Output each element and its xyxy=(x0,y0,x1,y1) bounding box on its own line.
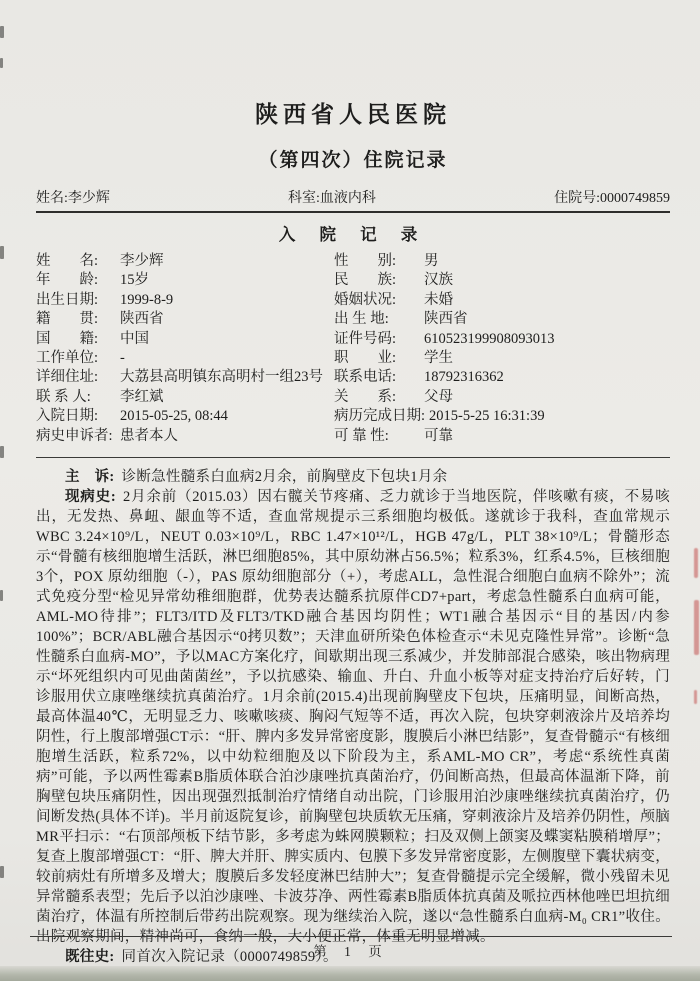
field-relation: 关 系: 父母 xyxy=(333,388,453,405)
scan-edge-artifact xyxy=(0,58,3,68)
info-bar-department: 科室:血液内科 xyxy=(288,191,376,206)
field-reliability: 可 靠 性: 可靠 xyxy=(333,427,453,444)
scan-edge-artifact xyxy=(0,866,4,878)
field-occupation: 职 业: 学生 xyxy=(333,350,453,367)
info-bar-name: 姓名:李少辉 xyxy=(36,191,110,206)
scan-edge-artifact xyxy=(0,246,4,259)
field-marital-status: 婚姻状况: 未婚 xyxy=(333,291,453,308)
section-title-admission-record: 入 院 记 录 xyxy=(278,225,428,244)
present-illness-history: 现病史: 2月余前（2015.03）因右髋关节疼痛、乏力就诊于当地医院，伴咳嗽有痰，不易咳出，无发热、鼻衄、龈血等不适，查血常规提示三系细胞均极低。遂就诊于我科，查血常规示WBC 3.24×10⁹/L，NEUT 0.03×10⁹/L，RBC 1.47×10¹²/L，HGB 47g/L，PLT 38×10⁹/L；骨髓形态示“骨髓有核细胞增生活跃，淋巴细胞85%，其中原幼淋占56.5%；粒系3%，红系4.5%，巨核细胞3个，POX 原幼细胞（-），PAS 原幼细胞部分（+），考虑ALL，急性混合细胞白血病不除外”；流式免疫分型“检见异常幼稚细胞群，优势表达髓系抗原伴CD7+part，考虑急性髓系白血病可能，AML-MO待排”；FLT3/ITD及FLT3/TKD融合基因均阴性；WT1融合基因示“目的基因/内参 100%”；BCR/ABL融合基因示“0拷贝数”；天津血研所染色体检查示“未见克隆性异常”。诊断“急性髓系白血病-MO”，予以MAC方案化疗，间歇期出现三系减少，并发肺部混合感染，咳出物病理示“坏死组织内可见曲菌菌丝”，予以抗感染、输血、升白、升血小板等对症支持治疗后好转，门诊服用伏立康唑继续抗真菌治疗。1月余前(2015.4)出现前胸壁皮下包块，压痛明显，间断高热，最高体温40℃，无明显乏力、咳嗽咳痰、胸闷气短等不适，再次入院，包块穿刺液涂片及培养均阴性，行上腹部增强CT示：“肝、脾内多发异常密度影，腹膜后小淋巴结影”，复查骨髓示“有核细胞增生活跃，粒系72%，以中幼粒细胞及以下阶段为主，系AML-MO CR”，考虑“系统性真菌病”可能，予以两性霉素B脂质体联合泊沙康唑抗真菌治疗，仍间断高热，但最高体温渐下降，前胸壁包块压痛阴性，因出现强烈抵制治疗情绪自动出院，门诊服用泊沙康唑继续抗真菌治疗，仍间断发热(具体不详)。半月前返院复诊，前胸壁包块质软无压痛，穿刺液涂片及培养仍阴性，颅脑MR平扫示：“右顶部颅板下结节影，多考虑为蛛网膜颗粒；扫及双侧上颌窦及蝶窦粘膜稍增厚”；复查上腹部增强CT：“肝、脾大并肝、脾实质内、包膜下多发异常密度影，左侧腹壁下囊状病变，较前病灶有所增多及增大；腹膜后多发轻度淋巴结肿大”；复查骨髓提示完全缓解，微小残留未见异常髓系表型；先后予以泊沙康唑、卡波芬净、两性霉素B脂质体抗真菌及哌拉西林他唑巴坦抗细菌治疗，体温有所控制后带药出院观察。现为继续治入院，遂以“急性髓系白血病-M₀ CR1”收住。出院观察期间，精神尚可，食纳一般，大小便正常，体重无明显增减。 xyxy=(36,489,671,946)
field-work-unit: 工作单位: - xyxy=(36,350,125,367)
field-birth-place: 出 生 地: 陕西省 xyxy=(333,311,468,328)
fields-right-column xyxy=(334,252,670,446)
field-id-number: 证件号码: 610523199908093013 xyxy=(333,330,555,347)
page-number: 第 1 页 xyxy=(313,944,389,959)
field-birth-date: 出生日期: 1999-8-9 xyxy=(36,291,174,308)
past-history: 既往史: 同首次入院记录（0000749859）。 xyxy=(65,949,338,966)
field-phone: 联系电话: 18792316362 xyxy=(333,369,504,386)
field-name: 姓 名: 李少辉 xyxy=(36,253,164,269)
fields-left-column xyxy=(36,252,334,446)
scan-edge-artifact xyxy=(0,26,4,38)
field-address: 详细住址: 大荔县高明镇东高明村一组23号 xyxy=(36,369,323,386)
field-gender: 性 别: 男 xyxy=(333,253,439,269)
field-age: 年 龄: 15岁 xyxy=(36,272,149,289)
field-nationality: 国 籍: 中国 xyxy=(36,330,149,347)
scan-edge-artifact xyxy=(0,590,3,601)
record-body xyxy=(36,467,670,981)
hospital-name: 陕西省人民医院 xyxy=(255,102,451,127)
patient-info-bar xyxy=(36,187,670,213)
patient-fields xyxy=(36,252,670,446)
info-bar-admission-no: 住院号:0000749859 xyxy=(554,191,670,206)
scan-edge-artifact xyxy=(0,446,4,458)
field-native-place: 籍 贯: 陕西省 xyxy=(36,311,164,328)
record-title: （第四次）住院记录 xyxy=(258,150,448,171)
scan-bottom-edge-shadow xyxy=(0,966,700,981)
red-ink-edge-artifact xyxy=(694,600,699,655)
field-contact-person: 联 系 人: 李红斌 xyxy=(36,388,164,405)
field-admission-date: 入院日期: 2015-05-25, 08:44 xyxy=(36,408,228,425)
page-footer xyxy=(30,936,672,960)
chief-complaint: 主 诉: 诊断急性髓系白血病2月余，前胸壁皮下包块1月余 xyxy=(65,469,448,486)
section-divider xyxy=(36,457,670,458)
field-record-complete-date: 病历完成日期: 2015-5-25 16:31:39 xyxy=(333,408,545,425)
field-history-narrator: 病史申诉者: 患者本人 xyxy=(36,427,178,444)
red-ink-edge-artifact xyxy=(694,548,698,578)
field-ethnicity: 民 族: 汉族 xyxy=(333,272,453,289)
red-ink-edge-artifact xyxy=(694,690,697,704)
